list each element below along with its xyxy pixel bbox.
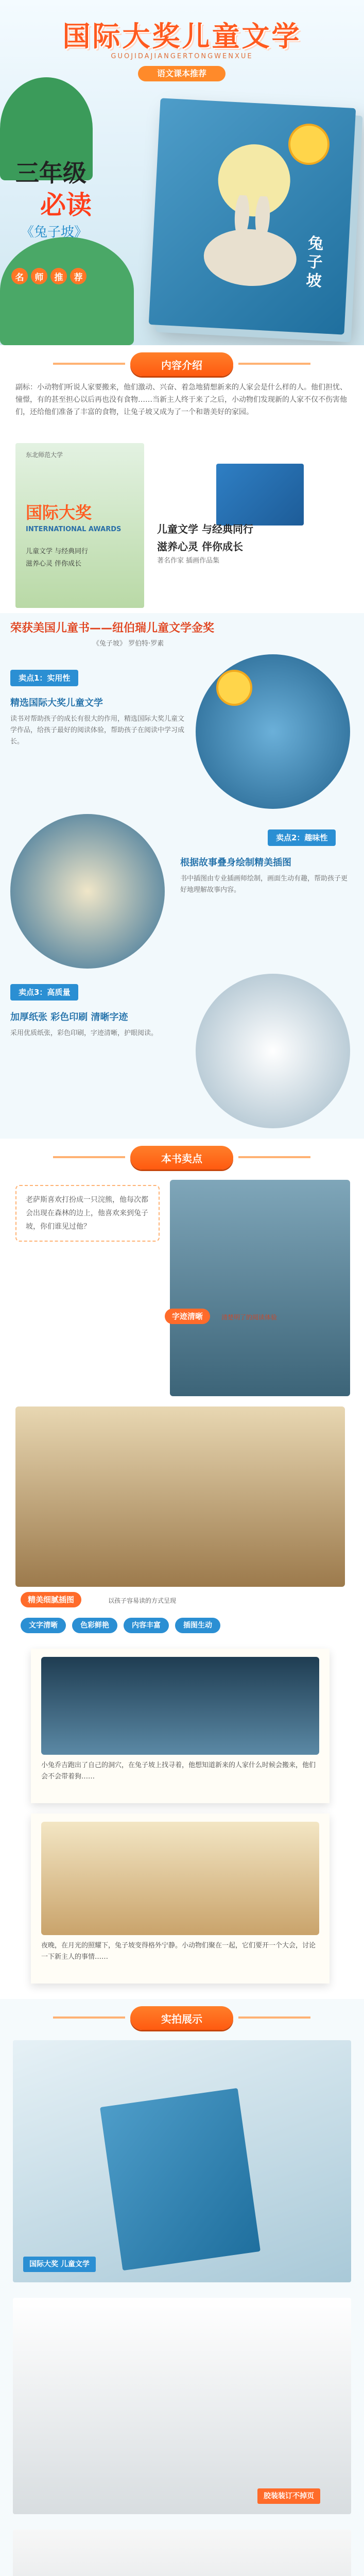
highlights-section <box>0 1139 364 1999</box>
section-header: 内容介绍 <box>130 352 233 376</box>
photo-label: 国际大奖 儿童文学 <box>23 2257 96 2272</box>
feature-pill: 内容丰富 <box>124 1618 169 1633</box>
feature-pill: 插图生动 <box>175 1618 220 1633</box>
feature-note: 清楚明了的阅读体验 <box>221 1314 278 1321</box>
award-sticker <box>288 124 330 165</box>
bush-decoration <box>0 237 134 345</box>
quote-box: 老萨斯喜欢打扮成一只浣熊，他每次都会出现在森林的边上，他喜欢来到兔子坡，你们谁见过他？ <box>15 1185 160 1242</box>
series-line: 儿童文学 与经典同行 <box>26 548 89 555</box>
point-text: 采用优质纸张，彩色印刷，字迹清晰，护眼阅读。 <box>10 1029 158 1037</box>
point-title: 根据故事叠身绘制精美插图 <box>180 857 291 868</box>
book-page-photo <box>170 1180 350 1396</box>
rabbit-illustration <box>182 192 320 292</box>
book-cover-photo <box>100 2088 261 2270</box>
point-text: 书中插图由专业插画师绘制，画面生动有趣，帮助孩子更好地理解故事内容。 <box>180 875 348 894</box>
recommend-badges <box>11 268 86 284</box>
product-photo <box>13 2040 351 2282</box>
section-header: 本书卖点 <box>130 1146 233 1170</box>
feature-pill: 文字清晰 <box>21 1618 66 1633</box>
feature-pill: 色彩鲜艳 <box>72 1618 117 1633</box>
page-sample <box>31 1649 330 1803</box>
hero-banner <box>0 0 364 345</box>
textbook-badge: 语文课本推荐 <box>138 66 226 81</box>
slogan-line: 滋养心灵 伴你成长 <box>157 540 243 553</box>
award-section <box>0 613 364 1139</box>
page-photo <box>13 2530 351 2576</box>
section-header: 实拍展示 <box>130 2006 233 2030</box>
illustration-round <box>10 814 165 969</box>
title-pinyin: GUOJIDAJIANGERTONGWENXUE <box>111 53 253 60</box>
slogan-block <box>157 520 353 567</box>
recommend-char: 荐 <box>70 268 86 284</box>
must-read-label: 必读 <box>40 190 92 220</box>
page-photo-round <box>196 974 350 1128</box>
page-sample <box>31 1814 330 1984</box>
animals-illustration <box>41 1822 319 1935</box>
book-photo <box>216 464 304 526</box>
publisher: 东北师范大学 <box>26 451 63 459</box>
feature-pills <box>21 1618 220 1633</box>
point-title: 精选国际大奖儿童文学 <box>10 698 103 708</box>
recommend-char: 师 <box>31 268 47 284</box>
photo-label: 胶装装订不掉页 <box>257 2488 320 2504</box>
recommend-char: 名 <box>11 268 28 284</box>
intro-text: 副标：小动物们听说人家要搬来，他们激动、兴奋、着急地猜想新来的人家会是什么样的人。他们担忧、憧憬，有的甚至担心以后再也没有食物……当新主人终于来了之后，小动物们发现新的人家不仅不伤害他们，还给他们准备了丰富的食物，让兔子坡又成为了一个和谐美好的家园。 <box>15 383 347 416</box>
feature-note: 以孩子容易读的方式呈现 <box>108 1597 177 1604</box>
series-cover <box>15 443 144 608</box>
point-text: 读书对帮助孩子的成长有很大的作用，精选国际大奖儿童文学作品，给孩子最好的阅读体验，帮助孩子在阅读中学习成长。 <box>10 715 185 745</box>
medal-icon <box>216 670 252 706</box>
intro-section <box>0 345 364 613</box>
grade-label: 三年级 <box>15 159 86 187</box>
recommend-char: 推 <box>50 268 67 284</box>
slogan-small: 著名作家 插画作品集 <box>157 557 220 565</box>
award-subheading: 《兔子坡》 罗伯特·罗素 <box>93 640 164 648</box>
feature-tag: 字迹清晰 <box>165 1309 210 1324</box>
series-line: 滋养心灵 伴你成长 <box>26 560 82 568</box>
point-title: 加厚纸张 彩色印刷 清晰字迹 <box>10 1012 128 1023</box>
page-text: 夜晚，在月光的照耀下，兔子坡变得格外宁静。小动物们聚在一起，它们要开一个大会，讨论一下新主人的事情…… <box>41 1942 316 1961</box>
series-title: 国际大奖 <box>26 503 92 522</box>
point-tag: 卖点2：趣味性 <box>268 829 336 846</box>
night-illustration <box>41 1657 319 1755</box>
point-tag: 卖点3：高质量 <box>10 984 78 1001</box>
point-tag: 卖点1：实用性 <box>10 670 78 686</box>
slogan-line: 儿童文学 与经典同行 <box>157 523 253 535</box>
real-shots-section <box>0 1999 364 2576</box>
page-text: 小兔乔吉跑出了自己的洞穴，在兔子坡上找寻着，他想知道新来的人家什么时候会搬来，他们会不会带着狗…… <box>41 1761 316 1781</box>
illustration-spread <box>15 1406 345 1587</box>
award-heading: 荣获美国儿童书——纽伯瑞儿童文学金奖 <box>10 622 215 635</box>
page-title: 国际大奖儿童文学 <box>62 20 302 53</box>
book-name: 《兔子坡》 <box>21 225 88 240</box>
feature-tag: 精美细腻插图 <box>21 1592 81 1607</box>
binding-photo <box>13 2298 351 2514</box>
series-subtitle: INTERNATIONAL AWARDS <box>26 526 122 533</box>
cover-title: 兔子坡 <box>302 234 324 292</box>
